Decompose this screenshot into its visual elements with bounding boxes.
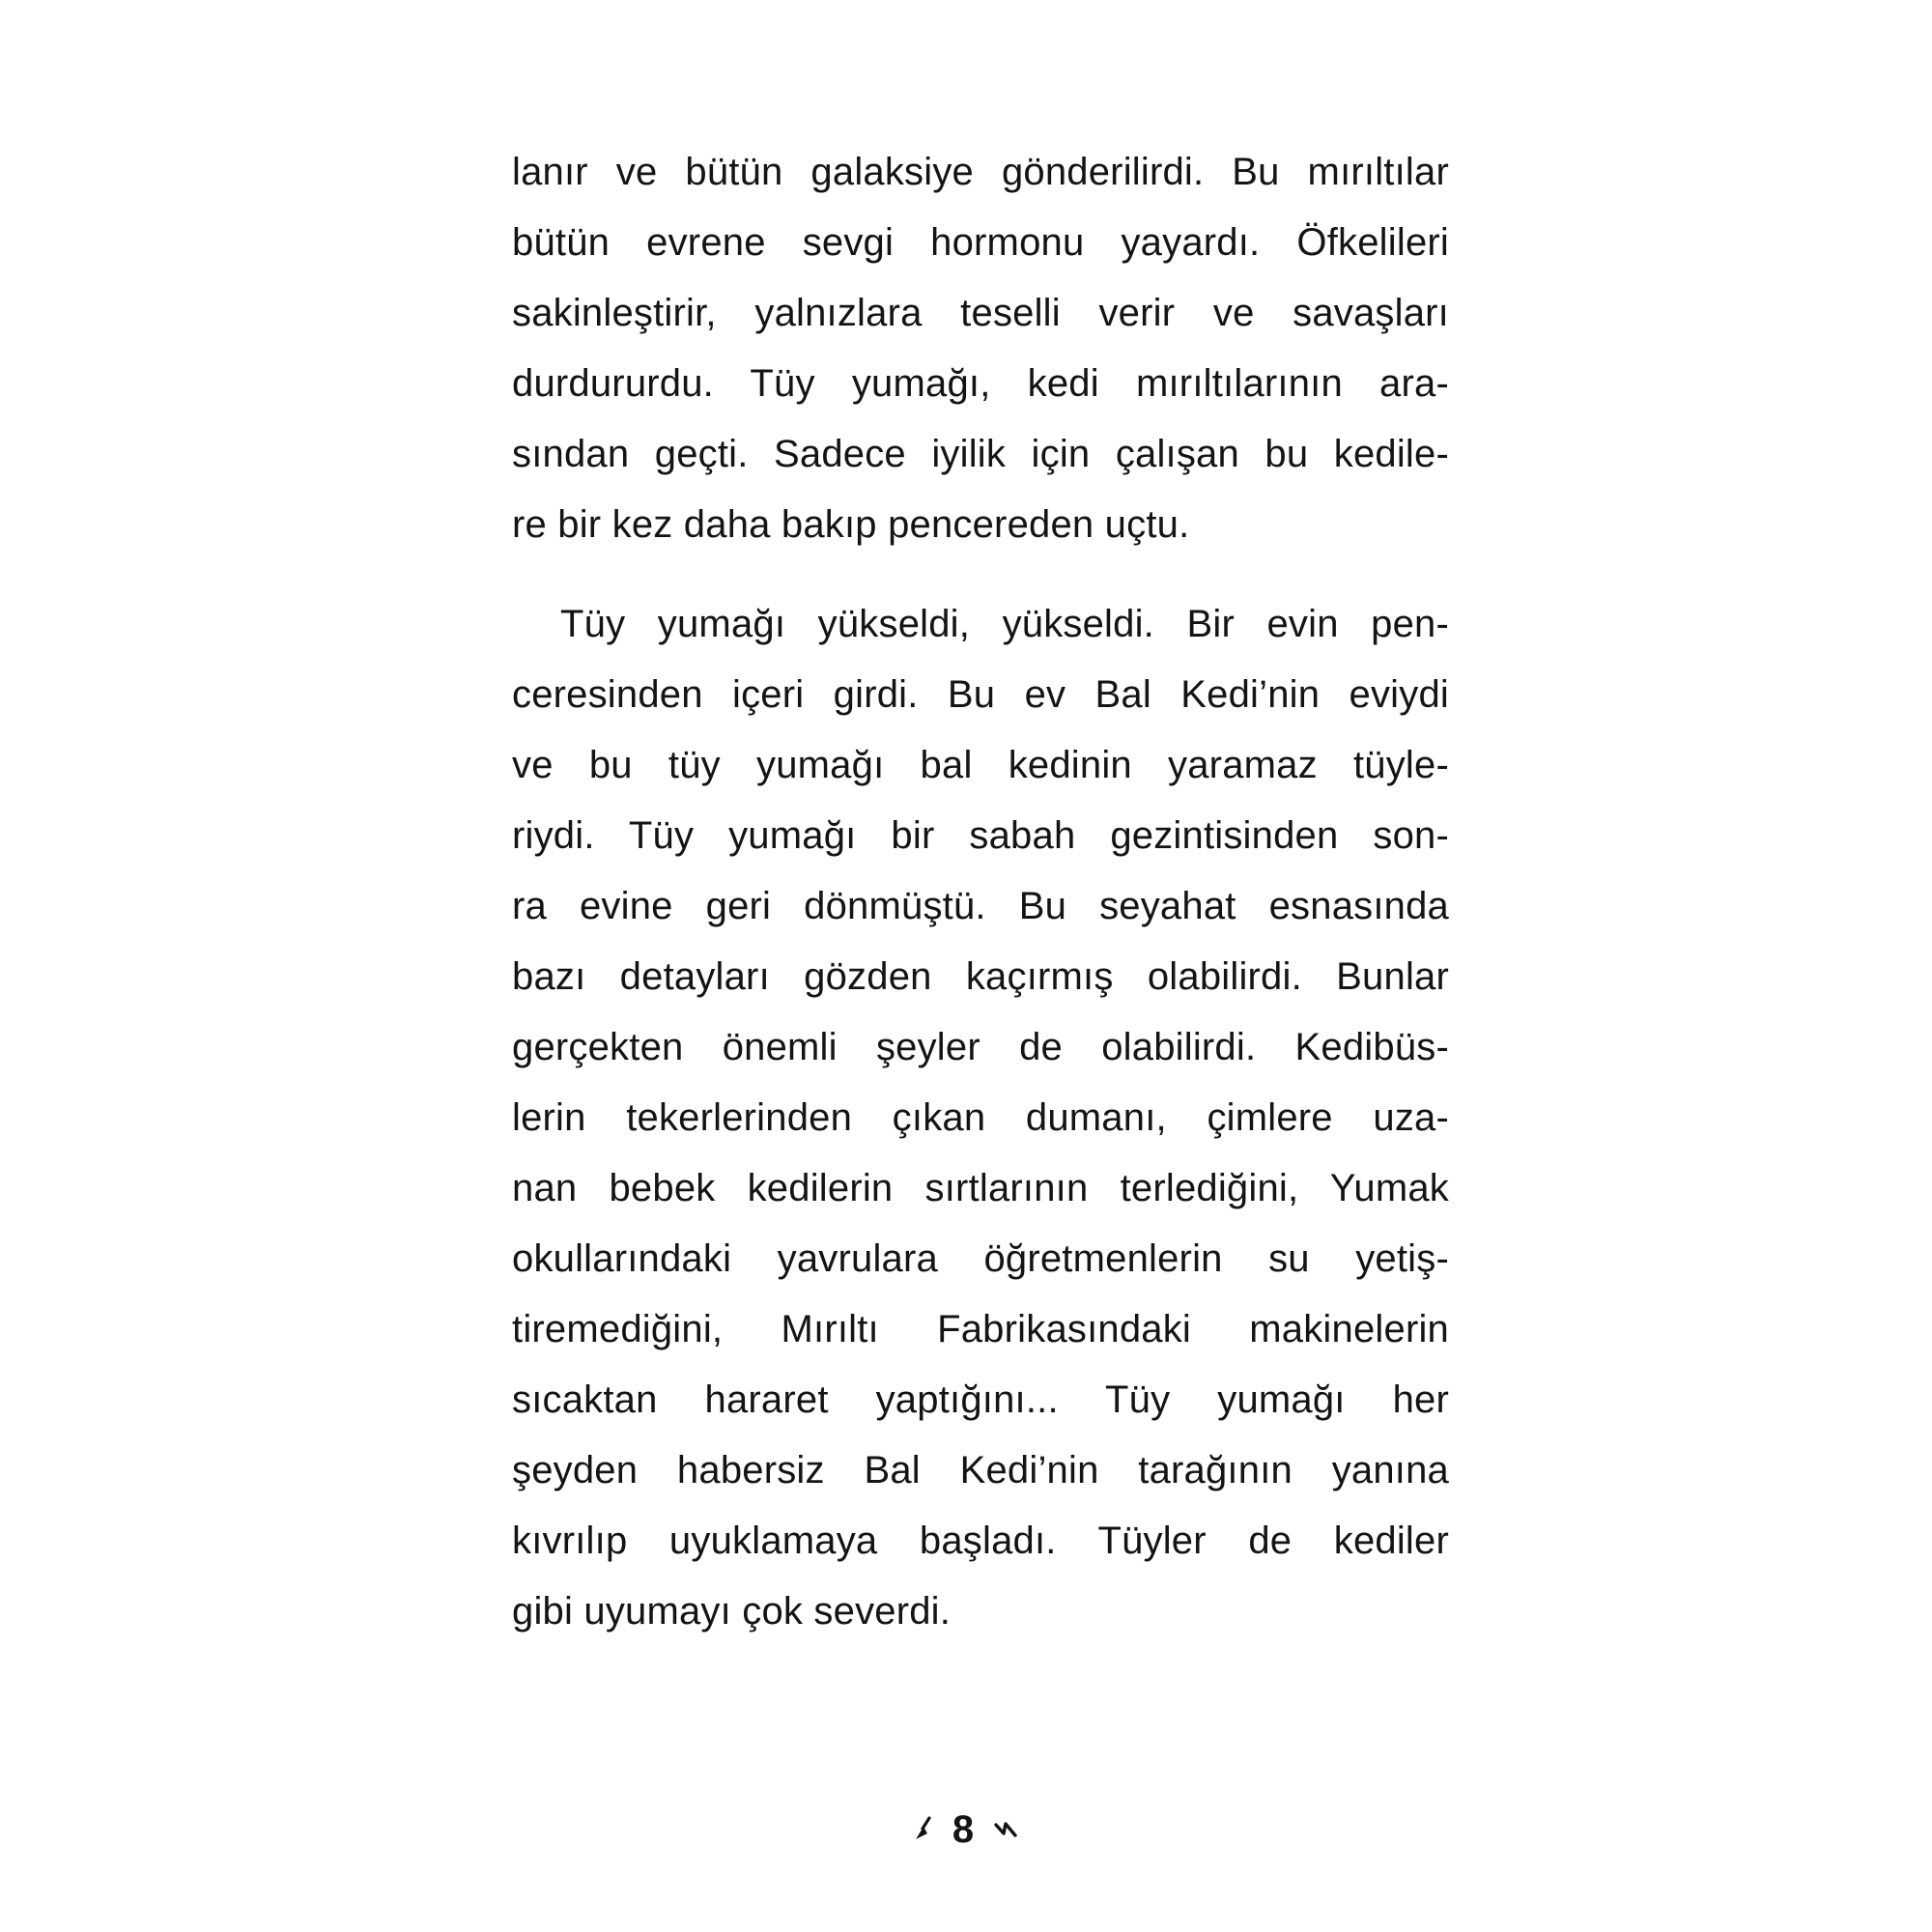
text-line: gibi uyumayı çok severdi. <box>512 1590 952 1633</box>
text-line: gerçekten önemli şeyler de olabilirdi. Kedibüs- <box>512 1026 1449 1068</box>
page-number: 8 <box>952 1808 975 1851</box>
text-line: re bir kez daha bakıp pencereden uçtu. <box>512 503 1190 546</box>
text-line: ceresinden içeri girdi. Bu ev Bal Kedi’nin eviydi <box>512 673 1449 716</box>
page-footer <box>0 1808 1932 1851</box>
text-line: bütün evrene sevgi hormonu yayardı. Öfkelileri <box>512 221 1449 264</box>
text-line: lanır ve bütün galaksiye gönderilirdi. Bu mırıltılar <box>512 151 1449 193</box>
text-line: lerin tekerlerinden çıkan dumanı, çimlere uza- <box>512 1096 1449 1139</box>
text-line: bazı detayları gözden kaçırmış olabilirdi. Bunlar <box>512 955 1449 998</box>
page-text <box>512 137 1449 1647</box>
text-line: tiremediğini, Mırıltı Fabrikasındaki makinelerin <box>512 1308 1449 1350</box>
paragraph <box>512 589 1449 1647</box>
text-line: ra evine geri dönmüştü. Bu seyahat esnasında <box>512 885 1449 927</box>
text-line: durdururdu. Tüy yumağı, kedi mırıltılarının ara- <box>512 362 1449 405</box>
text-line: sıcaktan hararet yaptığını... Tüy yumağı her <box>512 1378 1449 1421</box>
text-line: kıvrılıp uyuklamaya başladı. Tüyler de kediler <box>512 1520 1449 1562</box>
text-line: şeyden habersiz Bal Kedi’nin tarağının yanına <box>512 1449 1449 1492</box>
text-line: sından geçti. Sadece iyilik için çalışan bu kedile- <box>512 433 1449 475</box>
text-line: nan bebek kedilerin sırtlarının terlediğini, Yumak <box>512 1167 1449 1209</box>
text-line: sakinleştirir, yalnızlara teselli verir ve savaşları <box>512 292 1449 334</box>
text-line: ve bu tüy yumağı bal kedinin yaramaz tüyle- <box>512 744 1449 786</box>
text-line: Tüy yumağı yükseldi, yükseldi. Bir evin pen- <box>560 603 1449 645</box>
paragraph <box>512 137 1449 560</box>
paw-flourish-right-icon <box>992 1815 1019 1844</box>
text-line: riydi. Tüy yumağı bir sabah gezintisinden son- <box>512 814 1449 857</box>
text-line: okullarındaki yavrulara öğretmenlerin su yetiş- <box>512 1237 1449 1280</box>
paw-flourish-left-icon <box>913 1815 934 1844</box>
